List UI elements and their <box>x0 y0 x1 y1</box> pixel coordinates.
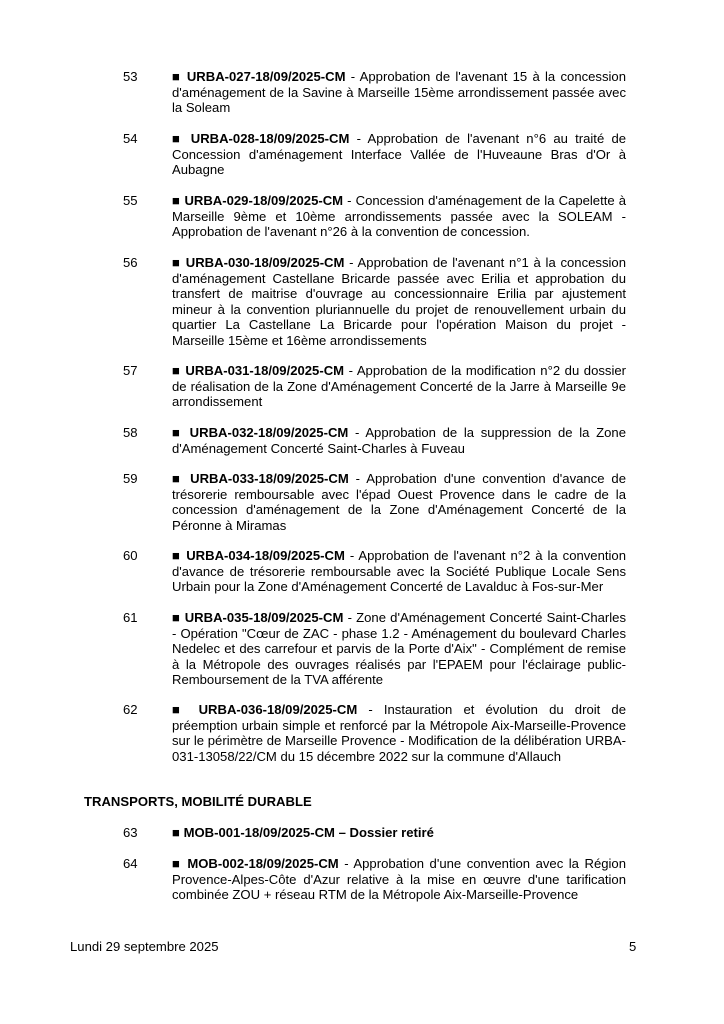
item-number: 63 <box>123 825 138 840</box>
item-code: URBA-032-18/09/2025-CM <box>189 425 349 440</box>
item-number: 58 <box>123 425 138 440</box>
bullet-icon: ■ <box>172 702 188 717</box>
item-code: URBA-027-18/09/2025-CM <box>186 69 346 84</box>
item-text <box>172 471 626 533</box>
item-text <box>172 255 626 349</box>
item-description: – Dossier retiré <box>334 825 434 840</box>
item-number: 54 <box>123 131 138 146</box>
item-code: URBA-035-18/09/2025-CM <box>184 610 344 625</box>
item-description: - Instauration et évolution du droit de préemption urbain simple et renforcé par la Métropole Aix-Marseille-Provence sur le périmètre de Marseille Provence - Modification de la délibération URBA-031-13058/22/CM du 15 décembre 2022 sur la commune d'Allauch <box>172 702 626 764</box>
item-code: URBA-031-18/09/2025-CM <box>185 363 345 378</box>
item-text <box>172 856 626 903</box>
item-code: MOB-002-18/09/2025-CM <box>187 856 339 871</box>
item-number: 59 <box>123 471 138 486</box>
item-text <box>172 610 626 688</box>
item-text <box>172 548 626 595</box>
item-code: URBA-030-18/09/2025-CM <box>185 255 345 270</box>
bullet-icon: ■ <box>172 610 181 625</box>
item-description: - Concession d'aménagement de la Capelette à Marseille 9ème et 10ème arrondissements passée avec la SOLEAM - Approbation de l'avenant n°26 à la convention de concession. <box>172 193 626 240</box>
bullet-icon: ■ <box>172 69 182 84</box>
item-number: 56 <box>123 255 138 270</box>
bullet-icon: ■ <box>172 425 183 440</box>
item-text <box>172 363 626 410</box>
item-description: - Approbation d'une convention d'avance de trésorerie remboursable avec l'épad Ouest Provence dans le cadre de la concession d'aménagement de la Zone d'Aménagement Concerté de la Péronne à Miramas <box>172 471 626 533</box>
item-number: 53 <box>123 69 138 84</box>
item-text <box>172 825 626 841</box>
item-description: - Zone d'Aménagement Concerté Saint-Charles - Opération "Cœur de ZAC - phase 1.2 - Aménagement du boulevard Charles Nedelec et des carrefour et parvis de la Porte d'Aix" - Complément de remise à la Métropole des ouvrages réalisés par l'EPAEM pour l'éclairage public- Remboursement de la TVA afférente <box>172 610 626 688</box>
item-code: URBA-034-18/09/2025-CM <box>186 548 345 563</box>
item-description: - Approbation de l'avenant 15 à la concession d'aménagement de la Savine à Marseille 15ème arrondissement passée avec la Soleam <box>172 69 626 116</box>
item-code: URBA-033-18/09/2025-CM <box>190 471 349 486</box>
item-number: 60 <box>123 548 138 563</box>
item-code: URBA-036-18/09/2025-CM <box>198 702 358 717</box>
item-code: URBA-029-18/09/2025-CM <box>184 193 344 208</box>
item-description: - Approbation d'une convention avec la Région Provence-Alpes-Côte d'Azur relative à la mise en œuvre d'une tarification combinée ZOU + réseau RTM de la Métropole Aix-Marseille-Provence <box>172 856 626 903</box>
bullet-icon: ■ <box>172 363 181 378</box>
page-number: 5 <box>629 939 637 954</box>
item-description: - Approbation de la suppression de la Zone d'Aménagement Concerté Saint-Charles à Fuveau <box>172 425 626 456</box>
item-text <box>172 131 626 178</box>
item-description: - Approbation de l'avenant n°6 au traité de Concession d'aménagement Interface Vallée de l'Huveaune Bras d'Or à Aubagne <box>172 131 627 178</box>
item-number: 62 <box>123 702 138 717</box>
item-text <box>172 425 626 456</box>
bullet-icon: ■ <box>172 825 180 840</box>
bullet-icon: ■ <box>172 193 181 208</box>
item-text <box>172 69 626 116</box>
item-number: 57 <box>123 363 138 378</box>
item-code: MOB-001-18/09/2025-CM <box>183 825 335 840</box>
section-heading: TRANSPORTS, MOBILITÉ DURABLE <box>84 794 312 809</box>
bullet-icon: ■ <box>172 856 182 871</box>
item-number: 64 <box>123 856 138 871</box>
item-description: - Approbation de l'avenant n°2 à la convention d'avance de trésorerie remboursable avec la Société Publique Locale Sens Urbain pour la Zone d'Aménagement Concerté de Lavalduc à Fos-sur-Mer <box>172 548 626 595</box>
bullet-icon: ■ <box>172 471 184 486</box>
item-description: - Approbation de la modification n°2 du dossier de réalisation de la Zone d'Aménagement Concerté de la Jarre à Marseille 9e arrondissement <box>172 363 626 410</box>
bullet-icon: ■ <box>172 255 182 270</box>
item-text <box>172 193 626 240</box>
item-code: URBA-028-18/09/2025-CM <box>190 131 350 146</box>
item-number: 55 <box>123 193 138 208</box>
bullet-icon: ■ <box>172 131 184 146</box>
item-description: - Approbation de l'avenant n°1 à la concession d'aménagement Castellane Bricarde passée avec Erilia et approbation du transfert de maitrise d'ouvrage au concessionnaire Erilia par ajustement mineur à la convention pluriannuelle du projet de renouvellement urbain du quartier La Castellane La Bricarde pour l'opération Maison du projet - Marseille 15ème et 16ème arrondissements <box>172 255 626 348</box>
bullet-icon: ■ <box>172 548 182 563</box>
footer-date: Lundi 29 septembre 2025 <box>70 939 219 954</box>
item-text <box>172 702 626 764</box>
item-number: 61 <box>123 610 138 625</box>
